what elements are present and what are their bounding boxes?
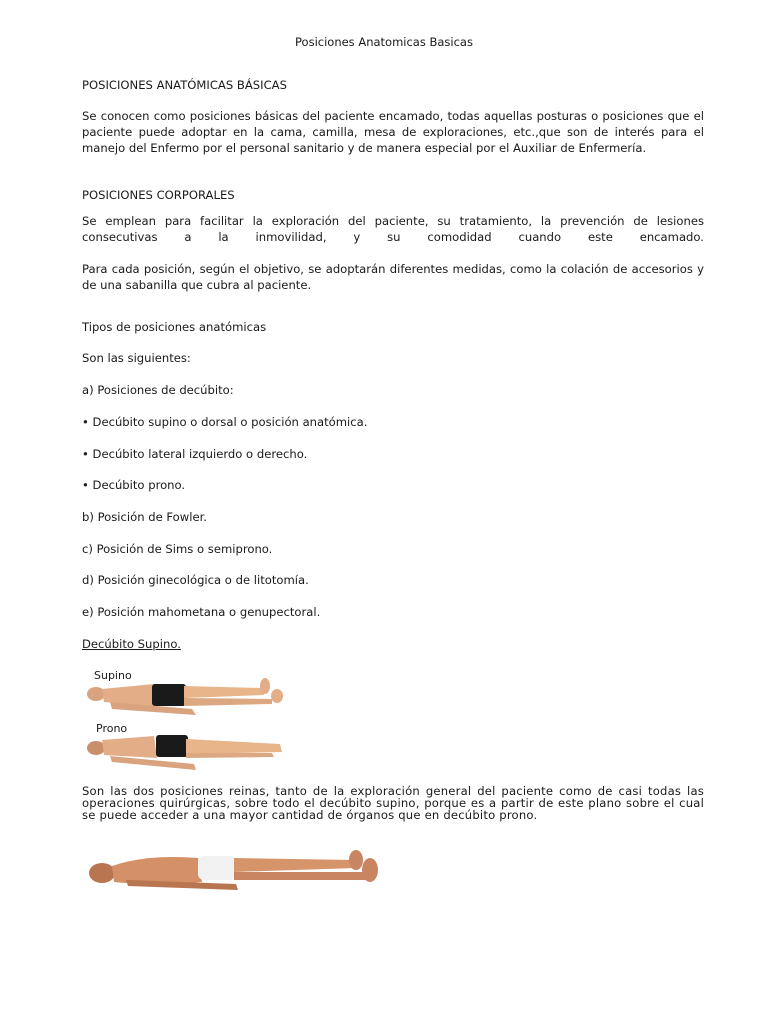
figure-label-prono: Prono xyxy=(96,722,128,735)
supine-large-illustration xyxy=(86,846,382,892)
bullet-prono: • Decúbito prono. xyxy=(82,478,186,492)
paragraph-uses: Se emplean para facilitar la exploración del paciente, su tratamiento, la prevención de lesiones consecutivas a la inmovilidad, y su comodidad cuando este encamado. xyxy=(82,214,704,244)
list-item-a: a) Posiciones de decúbito: xyxy=(82,383,234,397)
list-intro: Son las siguientes: xyxy=(82,351,191,365)
supine-large-figure xyxy=(86,846,382,892)
figure-label-supino: Supino xyxy=(94,669,132,682)
supine-body xyxy=(87,678,283,715)
paragraph-intro: Se conocen como posiciones básicas del paciente encamado, todas aquellas posturas o posiciones que el paciente puede adoptar en la cama, camilla, mesa de exploraciones, etc.,que son de interés para el manejo del Enfermo por el personal sanitario y de manera especial por el Auxiliar de Enfermería. xyxy=(82,109,704,155)
heading-posiciones-anatomicas: POSICIONES ANATÓMICAS BÁSICAS xyxy=(82,78,287,92)
page-header-title: Posiciones Anatomicas Basicas xyxy=(295,35,473,49)
list-item-d: d) Posición ginecológica o de litotomía. xyxy=(82,573,309,587)
decubito-supino-link[interactable]: Decúbito Supino. xyxy=(82,637,181,651)
heading-posiciones-corporales: POSICIONES CORPORALES xyxy=(82,188,235,202)
list-item-e: e) Posición mahometana o genupectoral. xyxy=(82,605,321,619)
bullet-supino: • Decúbito supino o dorsal o posición anatómica. xyxy=(82,415,368,429)
paragraph-reinas: Son las dos posiciones reinas, tanto de la exploración general del paciente como de casi todas las operaciones quirúrgicas, sobre todo el decúbito supino, porque es a partir de este plano sobre el cual se puede acceder a una mayor cantidad de órganos que en decúbito prono. xyxy=(82,784,704,822)
supine-prone-illustration xyxy=(82,664,292,776)
list-item-c: c) Posición de Sims o semiprono. xyxy=(82,542,273,556)
prone-body xyxy=(87,735,282,770)
paragraph-measures: Para cada posición, según el objetivo, se adoptarán diferentes medidas, como la colación de accesorios y de una sabanilla que cubra al paciente. xyxy=(82,262,704,292)
list-item-b: b) Posición de Fowler. xyxy=(82,510,207,524)
positions-figure xyxy=(82,664,292,776)
types-title: Tipos de posiciones anatómicas xyxy=(82,320,267,334)
bullet-lateral: • Decúbito lateral izquierdo o derecho. xyxy=(82,447,308,461)
